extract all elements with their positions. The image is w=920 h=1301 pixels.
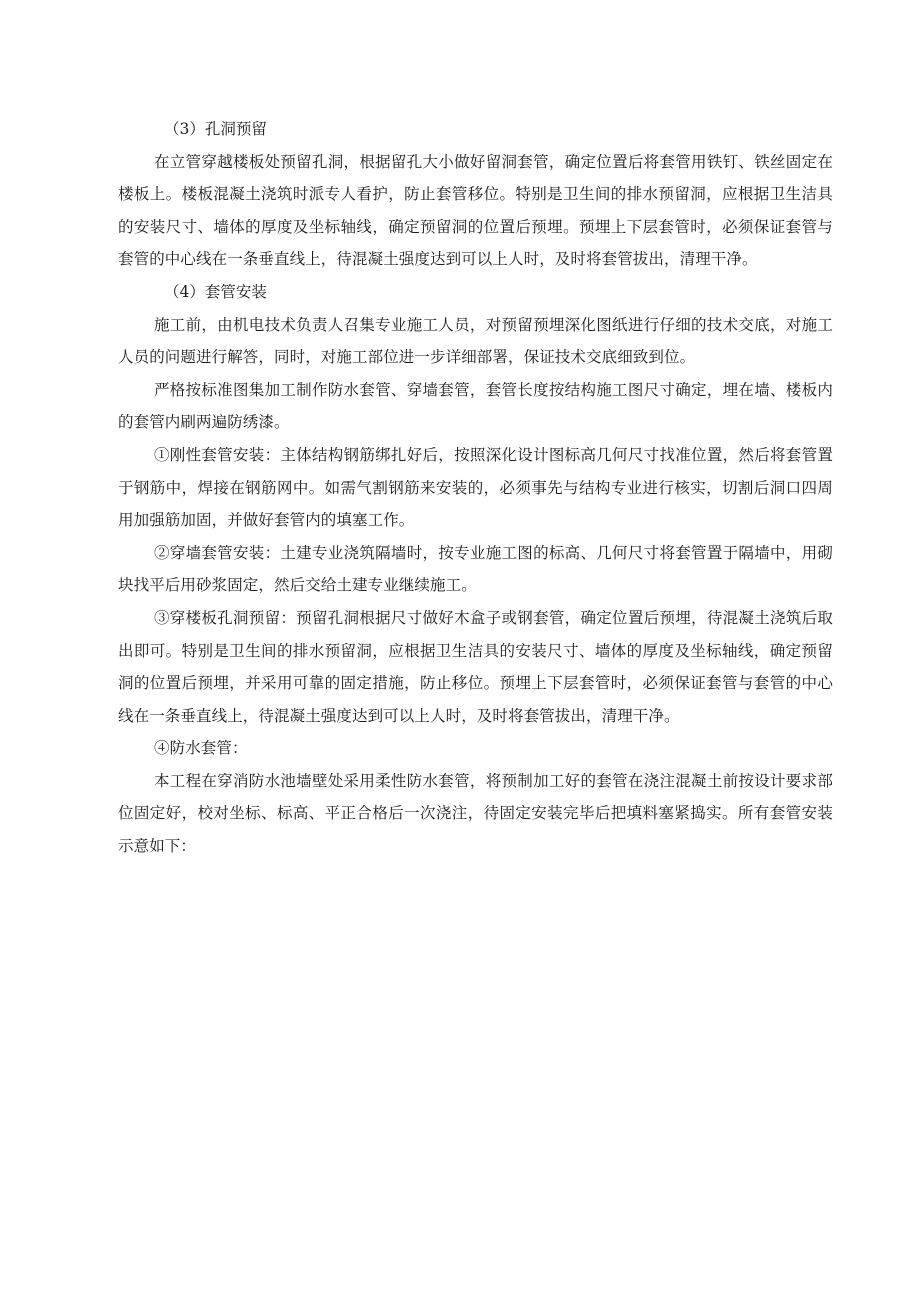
paragraph-standard-fabrication: 严格按标准图集加工制作防水套管、穿墙套管，套管长度按结构施工图尺寸确定，埋在墙、楼板内的套管内刷两遍防绣漆。 xyxy=(118,380,833,432)
paragraph-floor-hole: ③穿楼板孔洞预留：预留孔洞根据尺寸做好木盒子或钢套管，确定位置后预埋，待混凝土浇筑后取出即可。特别是卫生间的排水预留洞，应根据卫生洁具的安装尺寸、墙体的厚度及坐标轴线，确定预留洞的位置后预埋，并采用可靠的固定措施，防止移位。预埋上下层套管时，必须保证套管与套管的中心线在一条垂直线上，待混凝土强度达到可以上人时，及时将套管拔出，清理干净。 xyxy=(118,608,833,725)
document-body xyxy=(118,113,833,863)
section-heading-sleeve-installation: （4）套管安装 xyxy=(164,282,267,301)
paragraph-waterproof-sleeve: 本工程在穿消防水池墙壁处采用柔性防水套管，将预制加工好的套管在浇注混凝土前按设计要求部位固定好，校对坐标、标高、平正合格后一次浇注，待固定安装完毕后把填料塞紧捣实。所有套管安装示意如下： xyxy=(118,771,833,856)
paragraph-rigid-sleeve: ①刚性套管安装：主体结构钢筋绑扎好后，按照深化设计图标高几何尺寸找准位置，然后将套管置于钢筋中，焊接在钢筋网中。如需气割钢筋来安装的，必须事先与结构专业进行核实，切割后洞口四周用加强筋加固，并做好套管内的填塞工作。 xyxy=(118,445,833,530)
paragraph-wall-sleeve: ②穿墙套管安装：土建专业浇筑隔墙时，按专业施工图的标高、几何尺寸将套管置于隔墙中，用砌块找平后用砂浆固定，然后交给土建专业继续施工。 xyxy=(118,543,833,595)
paragraph-technical-briefing: 施工前，由机电技术负责人召集专业施工人员，对预留预埋深化图纸进行仔细的技术交底，对施工人员的问题进行解答，同时，对施工部位进一步详细部署，保证技术交底细致到位。 xyxy=(118,315,833,367)
section-heading-hole-reservation: （3）孔洞预留 xyxy=(164,120,267,138)
paragraph-waterproof-sleeve-title: ④防水套管： xyxy=(154,739,248,758)
paragraph-hole-reservation: 在立管穿越楼板处预留孔洞，根据留孔大小做好留洞套管，确定位置后将套管用铁钉、铁丝固定在楼板上。楼板混凝土浇筑时派专人看护，防止套管移位。特别是卫生间的排水预留洞，应根据卫生洁具的安装尺寸、墙体的厚度及坐标轴线，确定预留洞的位置后预埋。预埋上下层套管时，必须保证套管与套管的中心线在一条垂直线上，待混凝土强度达到可以上人时，及时将套管拔出，清理干净。 xyxy=(118,152,833,269)
